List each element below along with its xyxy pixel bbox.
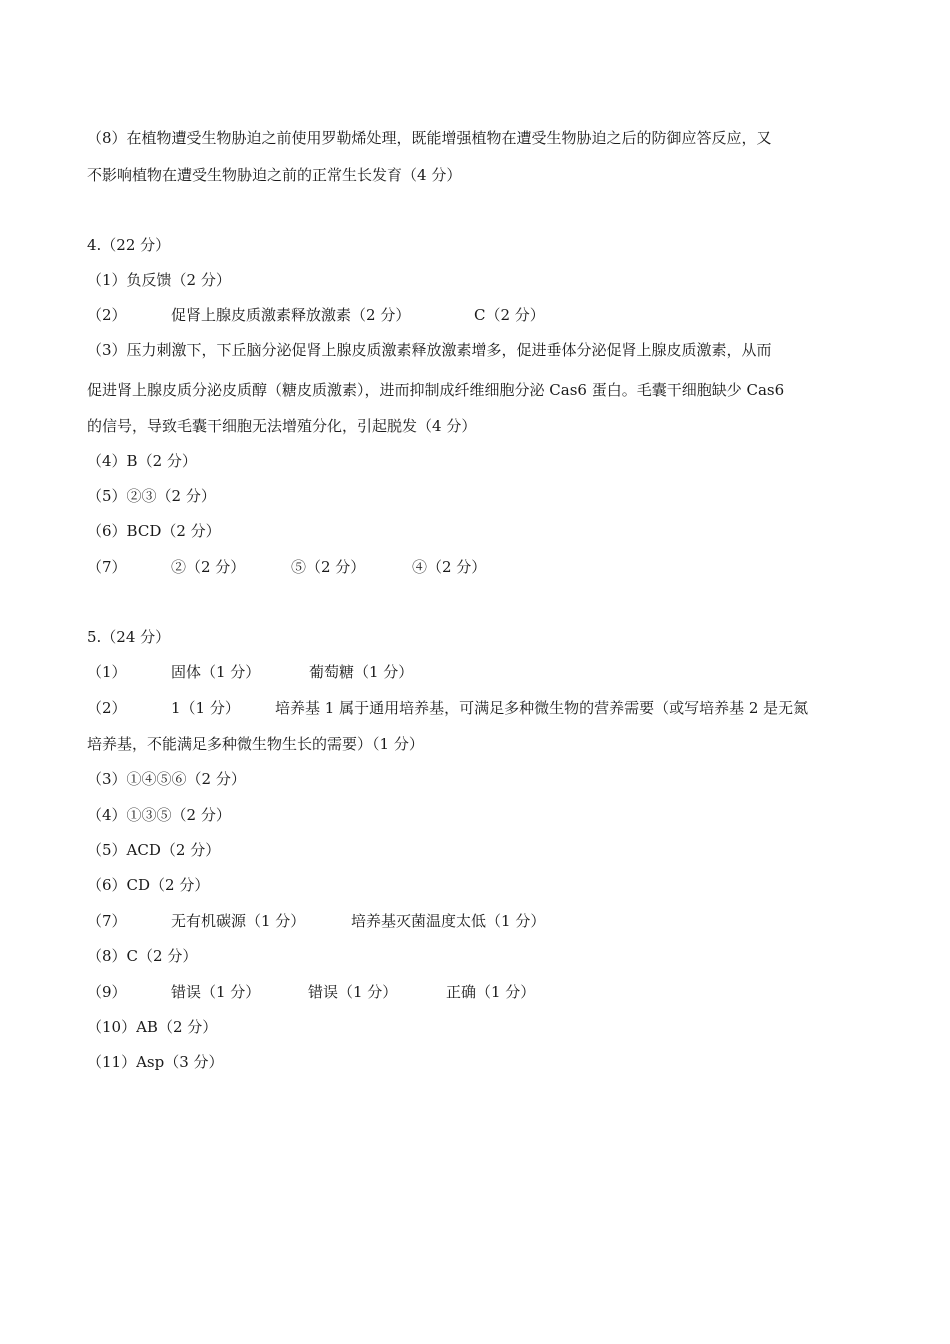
q4-part7-label: （7） (87, 558, 127, 576)
q5-part1-answer-b: 葡萄糖（1 分） (309, 663, 414, 681)
q4-part3-line1: （3）压力刺激下，下丘脑分泌促肾上腺皮质激素释放激素增多，促进垂体分泌促肾上腺皮质激素，从而 (87, 341, 772, 359)
q4-part6: （6）BCD（2 分） (87, 522, 221, 540)
q5-part2-answer-b: 培养基 1 属于通用培养基，可满足多种微生物的营养需要（或写培养基 2 是无氮 (275, 699, 809, 717)
q5-part2-answer-a: 1（1 分） (171, 699, 240, 717)
q4-header: 4.（22 分） (87, 236, 171, 254)
q5-part7-answer-a: 无有机碳源（1 分） (171, 912, 306, 930)
q5-part3: （3）①④⑤⑥（2 分） (87, 770, 246, 788)
q5-part4: （4）①③⑤（2 分） (87, 806, 231, 824)
q4-part2-answer-b: C（2 分） (474, 306, 545, 324)
q5-part9-label: （9） (87, 983, 127, 1001)
q5-part2-line2: 培养基，不能满足多种微生物生长的需要）（1 分） (87, 735, 424, 753)
q4-part7-answer-c: ④（2 分） (412, 558, 487, 576)
q4-part7-answer-b: ⑤（2 分） (291, 558, 366, 576)
q5-part8: （8）C（2 分） (87, 947, 198, 965)
q5-part7-answer-b: 培养基灭菌温度太低（1 分） (351, 912, 546, 930)
q5-header: 5.（24 分） (87, 628, 171, 646)
q4-part2-answer-a: 促肾上腺皮质激素释放激素（2 分） (171, 306, 411, 324)
q5-part11: （11）Asp（3 分） (87, 1053, 224, 1071)
q5-part5: （5）ACD（2 分） (87, 841, 221, 859)
q4-part3-line2: 促进肾上腺皮质分泌皮质醇（糖皮质激素），进而抑制成纤维细胞分泌 Cas6 蛋白。毛囊干细胞缺少 Cas6 (87, 381, 785, 399)
q4-part3-line3: 的信号，导致毛囊干细胞无法增殖分化，引起脱发（4 分） (87, 417, 477, 435)
q5-part1-label: （1） (87, 663, 127, 681)
q5-part7-label: （7） (87, 912, 127, 930)
q4-part5: （5）②③（2 分） (87, 487, 216, 505)
q5-part9-answer-b: 错误（1 分） (308, 983, 398, 1001)
q4-part7-answer-a: ②（2 分） (171, 558, 246, 576)
q5-part10: （10）AB（2 分） (87, 1018, 218, 1036)
q4-part1: （1）负反馈（2 分） (87, 271, 231, 289)
q5-part2-label: （2） (87, 699, 127, 717)
q4-part4: （4）B（2 分） (87, 452, 197, 470)
q5-part9-answer-c: 正确（1 分） (446, 983, 536, 1001)
q5-part1-answer-a: 固体（1 分） (171, 663, 261, 681)
q3-part8-line1: （8）在植物遭受生物胁迫之前使用罗勒烯处理，既能增强植物在遭受生物胁迫之后的防御应答反应，又 (87, 129, 772, 147)
q5-part6: （6）CD（2 分） (87, 876, 210, 894)
q4-part2-label: （2） (87, 306, 127, 324)
q5-part9-answer-a: 错误（1 分） (171, 983, 261, 1001)
q3-part8-line2: 不影响植物在遭受生物胁迫之前的正常生长发育（4 分） (87, 166, 462, 184)
